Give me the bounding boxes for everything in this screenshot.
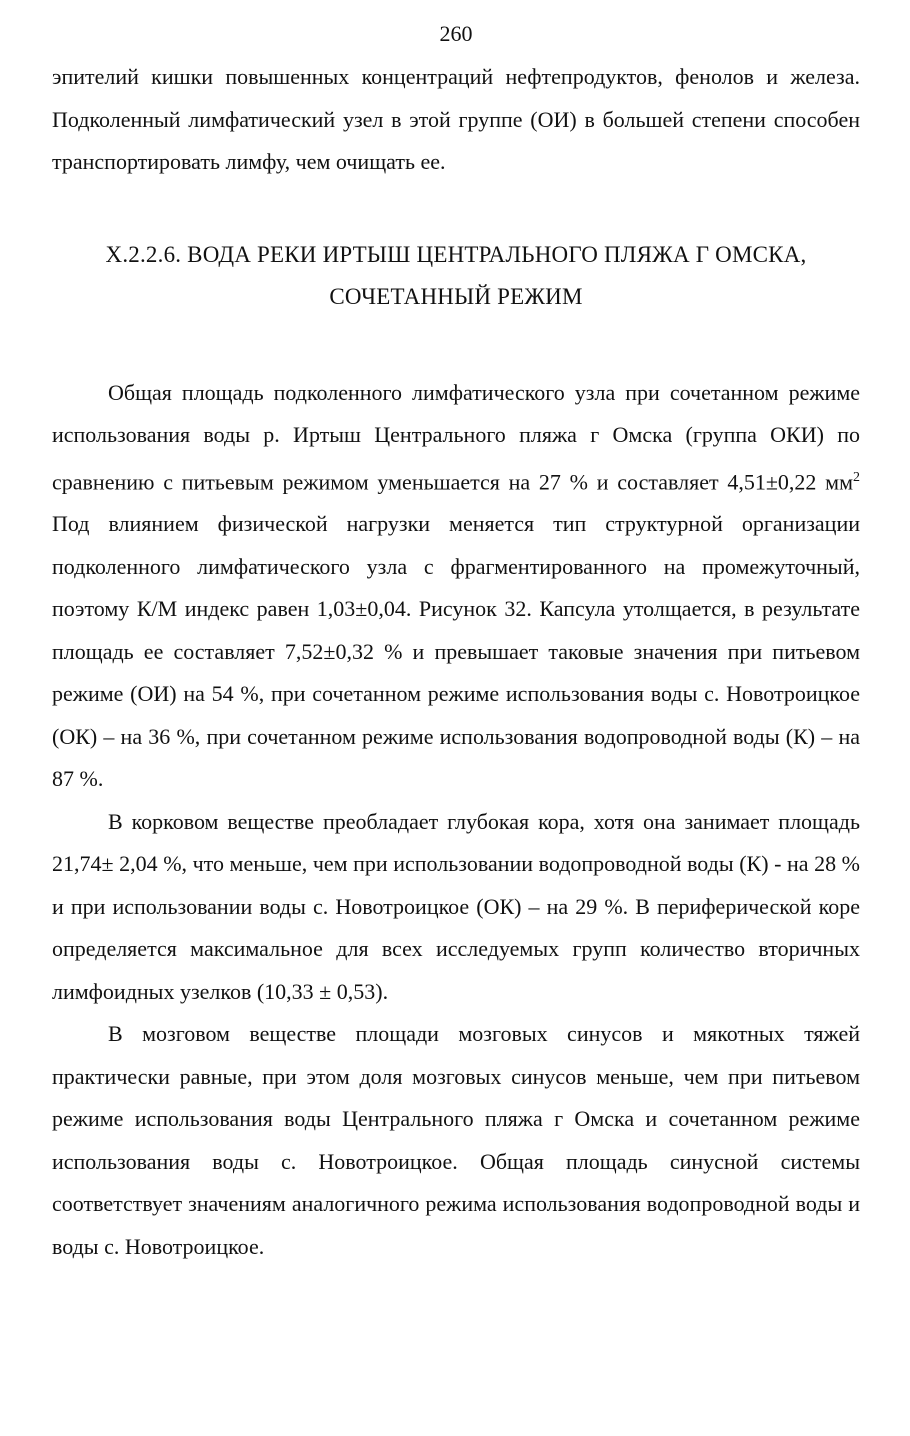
- paragraph-text-part-1: Общая площадь подколенного лимфатического узла при сочетанном режиме использования воды р. Иртыш Центрального пляжа г Омска (группа ОКИ) по сравнению с питьевым режимом уменьшается на 27 % и составляет 4,51±0,22 мм: [52, 379, 860, 494]
- paragraph-cortex: В корковом веществе преобладает глубокая кора, хотя она занимает площадь 21,74± 2,04 %, что меньше, чем при использовании водопроводной воды (К) - на 28 % и при использовании воды с. Новотроицкое (ОК) – на 29 %. В периферической коре определяется максимальное для всех исследуемых групп количество вторичных лимфоидных узелков (10,33 ± 0,53).: [52, 808, 860, 1004]
- superscript-unit: 2: [853, 469, 860, 485]
- paragraph-medulla: В мозговом веществе площади мозговых синусов и мякотных тяжей практически равные, при этом доля мозговых синусов меньше, чем при питьевом режиме использования воды Центрального пляжа г Омска и сочетанном режиме использования воды с. Новотроицкое. Общая площадь синусной системы соответствует значениям аналогичного режима использования водопроводной воды и воды с. Новотроицкое.: [52, 1021, 860, 1259]
- page-number: 260: [439, 21, 473, 46]
- section-heading: [52, 234, 860, 318]
- document-page: [52, 18, 860, 1268]
- section-heading-line-1: X.2.2.6. ВОДА РЕКИ ИРТЫШ ЦЕНТРАЛЬНОГО ПЛЯЖА Г ОМСКА,: [105, 241, 807, 267]
- intro-paragraph: эпителий кишки повышенных концентраций нефтепродуктов, фенолов и железа. Подколенный лимфатический узел в этой группе (ОИ) в большей степени способен транспортировать лимфу, чем очищать ее.: [52, 64, 860, 174]
- paragraph-area-capsule: [52, 372, 860, 801]
- paragraph-text-part-2: Под влиянием физической нагрузки меняется тип структурной организации подколенного лимфатического узла с фрагментированного на промежуточный, поэтому К/М индекс равен 1,03±0,04. Рисунок 32. Капсула утолщается, в результате площадь ее составляет 7,52±0,32 % и превышает таковые значения при питьевом режиме (ОИ) на 54 %, при сочетанном режиме использования воды с. Новотроицкое (ОК) – на 36 %, при сочетанном режиме использования водопроводной воды (К) – на 87 %.: [52, 511, 860, 792]
- section-heading-line-2: СОЧЕТАННЫЙ РЕЖИМ: [329, 283, 583, 309]
